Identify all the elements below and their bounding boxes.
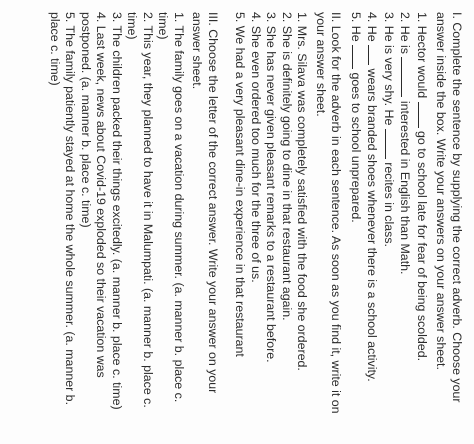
section-3-item-5: 5. The family patiently stayed at home the whole summer. (a. manner b. place c. time): [48, 12, 78, 409]
item-text: 3. He is very shy. He: [382, 12, 396, 129]
section-3-item-1: 1. The family goes on a vacation during summer. (a. manner b. place c. time): [156, 12, 186, 406]
section-3-item-2: 2. This year, they planned to have it in Malumpati. (a. manner b. place c. time): [125, 12, 155, 412]
item-text: 5. He: [349, 12, 363, 46]
spacer: [220, 12, 232, 430]
section-2-item-4: 4. She even ordered too much for the three of us.: [249, 12, 263, 283]
section-1-heading: I. Complete the sentence by supplying the correct adverb. Choose your answer inside the box. Write your answers on your answer sheet.: [434, 12, 464, 403]
item-text: interested in English than Math.: [398, 97, 413, 275]
item-text: 2. He is: [398, 12, 413, 58]
section-3-heading: III. Choose the letter of the correct answer. Write your answer on your answer sheet.: [190, 12, 220, 394]
section-2-item-3: 3. She has never given pleasant remarks to a restaurant before.: [264, 12, 279, 363]
section-2: [232, 12, 344, 430]
item-text: go to school late for fear of being scolded.: [415, 127, 429, 362]
section-1: [348, 12, 465, 430]
section-2-item-1: 1. Mrs. Silava was completely satisfied with the food she ordered.: [295, 12, 310, 371]
section-1-item-1: [414, 12, 431, 430]
section-3: [47, 12, 221, 430]
section-2-item-5: 5. We had a very pleasant dine-in experience in that restaurant: [233, 12, 248, 357]
item-text: recites in class.: [382, 158, 396, 247]
item-text: wears branded shoes whenever there is a school activity.: [365, 65, 380, 382]
section-3-item-3: 3. The children packed their things excitedly. (a. manner b. place c. time): [110, 12, 124, 410]
section-1-item-5: [348, 12, 365, 430]
section-1-item-4: [364, 12, 381, 430]
answer-blank: [402, 57, 414, 97]
answer-blank: [418, 102, 430, 128]
answer-blank: [369, 45, 381, 65]
answer-blank: [385, 129, 397, 159]
section-1-item-2: [397, 12, 414, 430]
answer-blank: [352, 45, 364, 69]
item-text: 4. He: [365, 12, 380, 46]
item-text: 1. Hector would: [415, 12, 429, 102]
section-2-item-2: 2. She is definitely going to dine in that restaurant again.: [280, 12, 294, 321]
section-3-item-4: 4. Last week, news about Covid-19 exploded so their vacation was postponed. (a. manner b. place c. time): [79, 12, 109, 382]
item-text: goes to school unprepared.: [349, 69, 363, 223]
section-2-heading: II. Look for the adverb in each sentence. As soon as you find it, write it on your answer sheet.: [314, 12, 344, 414]
section-1-item-3: [381, 12, 398, 430]
